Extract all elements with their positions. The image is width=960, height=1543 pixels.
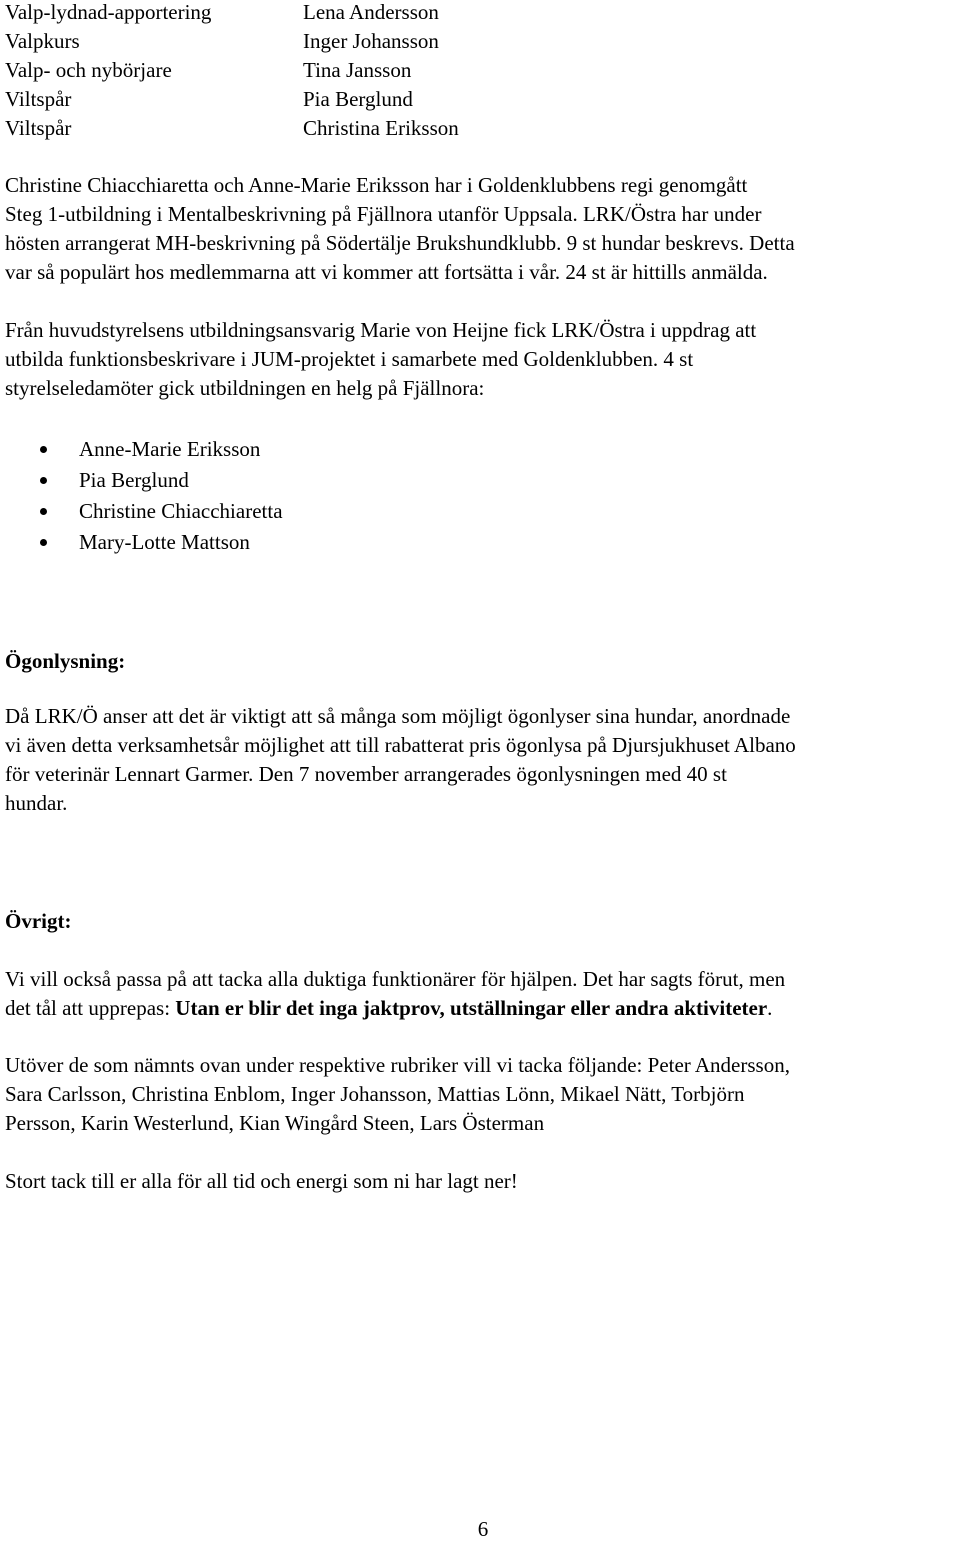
course-leader-table	[5, 0, 705, 145]
member-name: Mary-Lotte Mattson	[79, 530, 250, 554]
paragraph-line: Utöver de som nämnts ovan under respektive rubriker vill vi tacka följande: Peter Andersson,	[5, 1053, 790, 1077]
course-row	[5, 87, 705, 116]
paragraph-line: Steg 1-utbildning i Mentalbeskrivning på Fjällnora utanför Uppsala. LRK/Östra har under	[5, 202, 762, 226]
paragraph-line: var så populärt hos medlemmarna att vi kommer att fortsätta i vår. 24 st är hittills anmälda.	[5, 260, 768, 284]
closing-paragraph	[5, 1167, 955, 1196]
paragraph-line: hösten arrangerat MH-beskrivning på Södertälje Brukshundklubb. 9 st hundar beskrevs. Detta	[5, 231, 795, 255]
paragraph-line: Christine Chiacchiaretta och Anne-Marie Eriksson har i Goldenklubbens regi genomgått	[5, 173, 748, 197]
paragraph-line: vi även detta verksamhetsår möjlighet att till rabatterat pris ögonlysa på Djursjukhuset Albano	[5, 733, 796, 757]
trained-members-list	[39, 435, 283, 559]
eye-section-paragraph	[5, 702, 955, 818]
paragraph-line: Vi vill också passa på att tacka alla duktiga funktionärer för hjälpen. Det har sagts förut, men	[5, 967, 786, 991]
course-leader: Tina Jansson	[303, 58, 412, 82]
course-name: Valp-lydnad-apportering	[5, 0, 212, 24]
thanks-line-start: det tål att upprepas:	[5, 996, 176, 1020]
course-name: Viltspår	[5, 116, 72, 140]
course-name: Valpkurs	[5, 29, 80, 53]
other-section-heading: Övrigt:	[5, 909, 72, 933]
course-row	[5, 116, 705, 145]
paragraph-line	[5, 994, 955, 1023]
list-item	[39, 435, 283, 466]
paragraph-line: för veterinär Lennart Garmer. Den 7 november arrangerades ögonlysningen med 40 st	[5, 762, 727, 786]
paragraph-line: Då LRK/Ö anser att det är viktigt att så många som möjligt ögonlyser sina hundar, anordnade	[5, 704, 791, 728]
member-name: Pia Berglund	[79, 468, 189, 492]
thanks-paragraph	[5, 965, 955, 1023]
course-name: Valp- och nybörjare	[5, 58, 172, 82]
thanks-line-end: .	[767, 996, 773, 1020]
paragraph-line: Från huvudstyrelsens utbildningsansvarig Marie von Heijne fick LRK/Östra i uppdrag att	[5, 318, 757, 342]
paragraph-line: hundar.	[5, 791, 68, 815]
course-row	[5, 0, 705, 29]
list-item	[39, 497, 283, 528]
bullet-icon	[40, 477, 47, 484]
member-name: Anne-Marie Eriksson	[79, 437, 261, 461]
bullet-icon	[40, 508, 47, 515]
paragraph-line: Persson, Karin Westerlund, Kian Wingård Steen, Lars Österman	[5, 1111, 545, 1135]
paragraph-line: utbilda funktionsbeskrivare i JUM-projektet i samarbete med Goldenklubben. 4 st	[5, 347, 694, 371]
paragraph-line: styrelseledamöter gick utbildningen en helg på Fjällnora:	[5, 376, 485, 400]
bullet-icon	[40, 446, 47, 453]
member-name: Christine Chiacchiaretta	[79, 499, 283, 523]
paragraph-line: Stort tack till er alla för all tid och energi som ni har lagt ner!	[5, 1169, 518, 1193]
course-name: Viltspår	[5, 87, 72, 111]
names-paragraph	[5, 1051, 955, 1138]
jum-paragraph	[5, 316, 955, 403]
list-item	[39, 466, 283, 497]
course-leader: Lena Andersson	[303, 0, 439, 24]
thanks-emphasis: Utan er blir det inga jaktprov, utställningar eller andra aktiviteter	[175, 996, 768, 1020]
paragraph-line: Sara Carlsson, Christina Enblom, Inger Johansson, Mattias Lönn, Mikael Nätt, Torbjörn	[5, 1082, 745, 1106]
list-item	[39, 528, 283, 559]
course-leader: Christina Eriksson	[303, 116, 459, 140]
mh-paragraph	[5, 171, 955, 287]
page-number: 6	[477, 1517, 489, 1541]
bullet-icon	[40, 539, 47, 546]
course-row	[5, 29, 705, 58]
eye-section-heading: Ögonlysning:	[5, 649, 126, 673]
course-leader: Pia Berglund	[303, 87, 413, 111]
course-row	[5, 58, 705, 87]
course-leader: Inger Johansson	[303, 29, 439, 53]
